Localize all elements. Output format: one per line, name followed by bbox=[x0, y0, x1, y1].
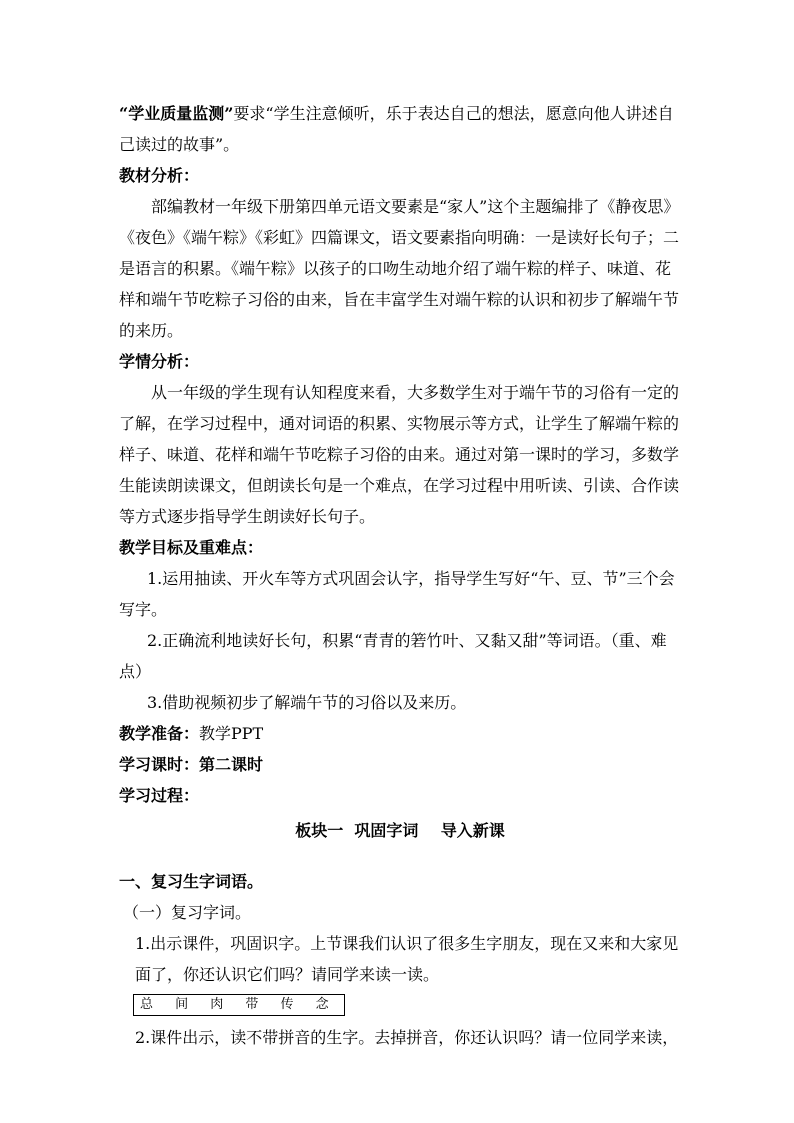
student-analysis-label: 学情分析： bbox=[119, 352, 200, 371]
prep-value: 教学PPT bbox=[199, 724, 264, 743]
section1-subheading: （一）复习字词。 bbox=[123, 903, 252, 922]
document-content bbox=[119, 98, 681, 1053]
section1-item-2: 2.课件出示，读不带拼音的生字。去掉拼音，你还认识吗？请一位同学来读， bbox=[135, 1028, 679, 1047]
block-title: 板块一 巩固字词 导入新课 bbox=[295, 821, 505, 840]
textbook-analysis-label: 教材分析： bbox=[119, 166, 200, 185]
goals-label: 教学目标及重难点： bbox=[119, 538, 264, 557]
intro-bold-term: “学业质量监测” bbox=[119, 104, 234, 123]
goal-item-2: 2.正确流利地读好长句，积累“青青的箬竹叶、又黏又甜”等词语。（重、难点） bbox=[119, 631, 667, 681]
period-label: 学习课时： bbox=[119, 755, 200, 774]
char-box: 总 间 肉 带 传 念 bbox=[133, 994, 345, 1016]
textbook-analysis-body: 部编教材一年级下册第四单元语文要素是“家人”这个主题编排了《静夜思》《夜色》《端午粽》《彩虹》四篇课文，语文要素指向明确：一是读好长句子；二是语言的积累。《端午粽》以孩子的口吻生动地介绍了端午粽的样子、味道、花样和端午节吃粽子习俗的由来，旨在丰富学生对端午粽的认识和初步了解端午节的来历。 bbox=[119, 197, 680, 340]
intro-paragraph bbox=[119, 98, 681, 160]
char-box-row bbox=[133, 992, 681, 1018]
process-label: 学习过程： bbox=[119, 786, 200, 805]
goal-item-1: 1.运用抽读、开火车等方式巩固会认字，指导学生写好“午、豆、节”三个会写字。 bbox=[119, 569, 675, 619]
section1-item-1: 1.出示课件，巩固识字。上节课我们认识了很多生字朋友，现在又来和大家见面了，你还认识它们吗？请同学来读一读。 bbox=[135, 934, 679, 984]
period-line bbox=[119, 749, 681, 780]
intro-text: 要求“学生注意倾听，乐于表达自己的想法，愿意向他人讲述自己读过的故事”。 bbox=[119, 104, 674, 154]
prep-line bbox=[119, 718, 681, 749]
goal-item-3: 3.借助视频初步了解端午节的习俗以及来历。 bbox=[147, 693, 467, 712]
prep-label: 教学准备： bbox=[119, 724, 200, 743]
section1-heading: 一、复习生字词语。 bbox=[119, 872, 264, 891]
student-analysis-body: 从一年级的学生现有认知程度来看，大多数学生对于端午节的习俗有一定的了解，在学习过程中，通对词语的积累、实物展示等方式，让学生了解端午粽的样子、味道、花样和端午节吃粽子习俗的由来。通过对第一课时的学习，多数学生能读朗读课文，但朗读长句是一个难点，在学习过程中用听读、引读、合作读等方式逐步指导学生朗读好长句子。 bbox=[119, 383, 680, 526]
period-value: 第二课时 bbox=[199, 755, 264, 774]
